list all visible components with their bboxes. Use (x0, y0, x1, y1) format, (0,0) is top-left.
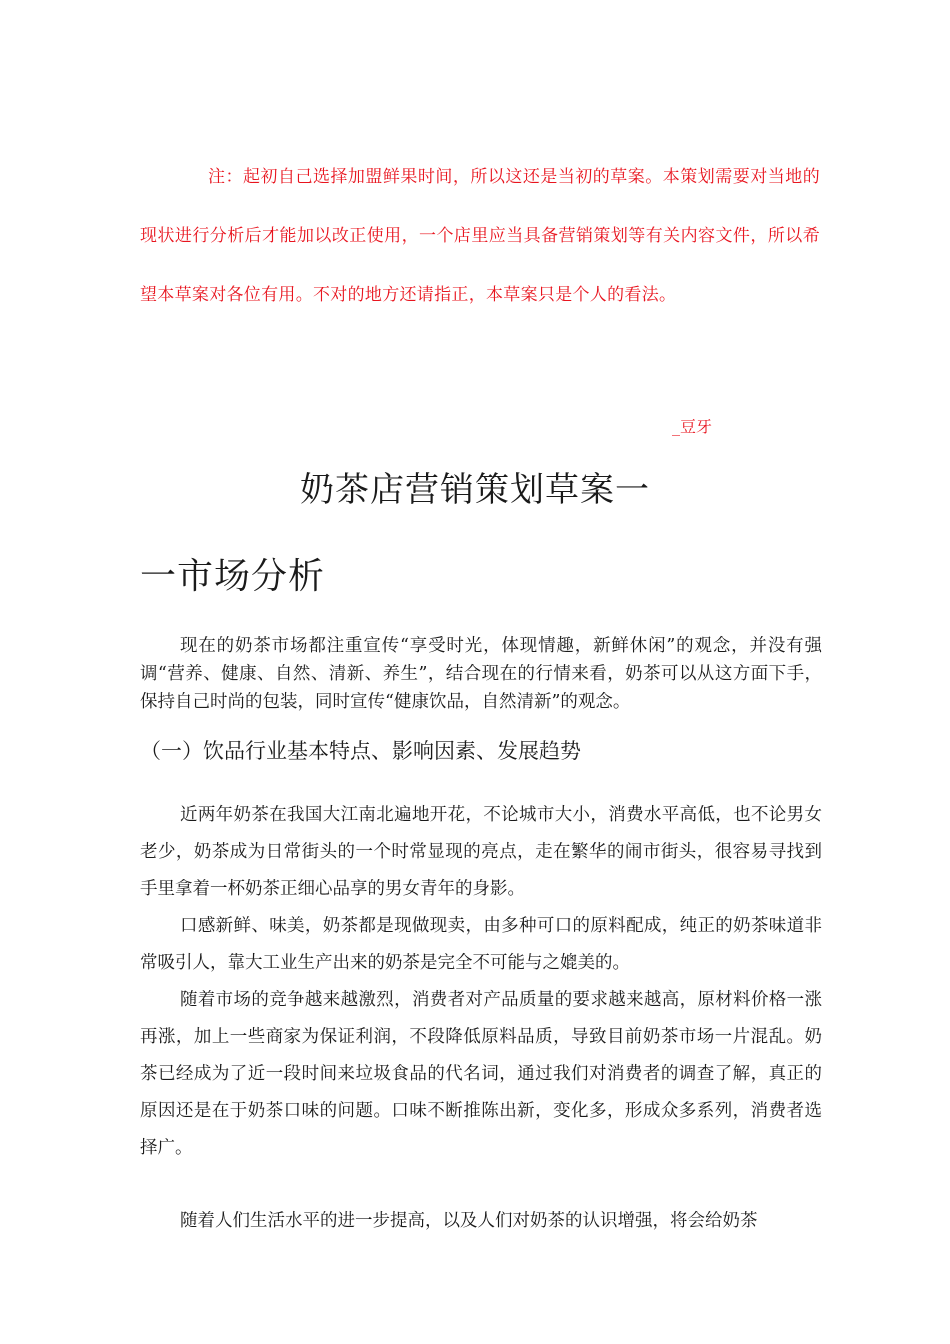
author-note-text: 注：起初自己选择加盟鲜果时间，所以这还是当初的草案。本策划需要对当地的现状进行分析后才能加以改正使用，一个店里应当具备营销策划等有关内容文件，所以希望本草案对各位有用。不对的地方还请指正，本草案只是个人的看法。 (140, 167, 820, 305)
body-paragraph: 随着市场的竞争越来越激烈，消费者对产品质量的要求越来越高，原材料价格一涨再涨，加上一些商家为保证利润，不段降低原料品质，导致目前奶茶市场一片混乱。奶茶已经成为了近一段时间来垃圾食品的代名词，通过我们对消费者的调查了解，真正的原因还是在于奶茶口味的问题。口味不断推陈出新，变化多，形成众多系列，消费者选择广。 (140, 990, 822, 1158)
author-note (140, 148, 820, 325)
subsection-heading: （一）饮品行业基本特点、影响因素、发展趋势 (140, 739, 581, 763)
body-paragraph: 口感新鲜、味美，奶茶都是现做现卖，由多种可口的原料配成，纯正的奶茶味道非常吸引人，靠大工业生产出来的奶茶是完全不可能与之媲美的。 (140, 916, 822, 973)
section-heading-market-analysis: 一市场分析 (140, 556, 326, 597)
body-paragraph: 随着人们生活水平的进一步提高，以及人们对奶茶的认识增强，将会给奶茶 (180, 1211, 758, 1231)
intro-paragraph: 现在的奶茶市场都注重宣传“享受时光，体现情趣，新鲜休闲”的观念，并没有强调“营养、健康、自然、清新、养生”，结合现在的行情来看，奶茶可以从这方面下手，保持自己时尚的包装，同时宣传“健康饮品，自然清新”的观念。 (140, 636, 822, 712)
author-signature: _豆牙 (672, 417, 713, 436)
document-title: 奶茶店营销策划草案一 (300, 470, 650, 510)
body-paragraph: 近两年奶茶在我国大江南北遍地开花，不论城市大小，消费水平高低，也不论男女老少，奶茶成为日常街头的一个时常显现的亮点，走在繁华的闹市街头，很容易寻找到手里拿着一杯奶茶正细心品享的男女青年的身影。 (140, 805, 822, 899)
